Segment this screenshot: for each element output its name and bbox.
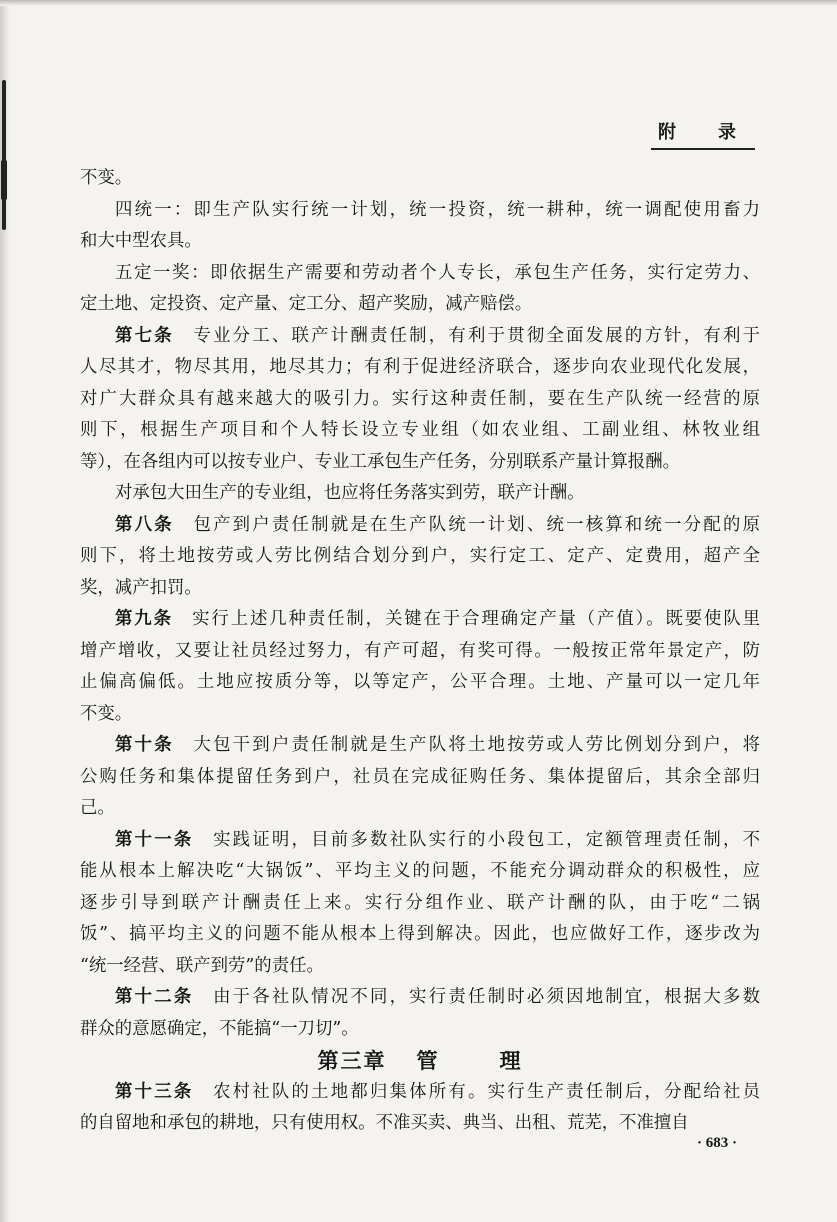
paragraph bbox=[80, 478, 760, 510]
paragraph bbox=[80, 195, 760, 258]
article-paragraph bbox=[80, 321, 760, 479]
article-number: 第十一条 bbox=[115, 829, 194, 850]
page-body bbox=[80, 163, 760, 1140]
line-text: 饭”、搞平均主义的问题不能从根本上得到解决。因此，也应做好工作，逐步改为 bbox=[80, 924, 760, 944]
text-line bbox=[80, 1014, 760, 1046]
binding-mark bbox=[1, 160, 7, 200]
line-text: 实行上述几种责任制，关键在于合理确定产量（产值）。既要使队里 bbox=[172, 609, 760, 629]
text-line bbox=[80, 478, 760, 510]
text-line bbox=[80, 541, 760, 573]
line-text: 则下，根据生产项目和个人特长设立专业组（如农业组、工副业组、林牧业组 bbox=[80, 420, 760, 440]
text-line bbox=[80, 825, 760, 857]
text-line bbox=[80, 163, 760, 195]
line-text: 等），在各组内可以按专业户、专业工承包生产任务，分别联系产量计算报酬。 bbox=[80, 451, 680, 472]
chapter-prefix: 第三章 bbox=[317, 1048, 387, 1073]
text-line bbox=[80, 604, 760, 636]
article-paragraph bbox=[80, 730, 760, 825]
text-line bbox=[80, 258, 760, 290]
text-line bbox=[80, 762, 760, 794]
line-text: 止偏高偏低。土地应按质分等，以等定产，公平合理。土地、产量可以一定几年 bbox=[80, 672, 760, 692]
line-text: 公购任务和集体提留任务到户，社员在完成征购任务、集体提留后，其余全部归 bbox=[80, 766, 760, 787]
line-text: 不变。 bbox=[80, 168, 133, 188]
text-before-chapter bbox=[80, 163, 760, 1045]
chapter-heading bbox=[80, 1045, 760, 1077]
line-text: 能从根本上解决吃“大锅饭”、平均主义的问题，不能充分调动群众的积极性，应 bbox=[80, 861, 760, 881]
line-text: 四统一：即生产队实行统一计划，统一投资，统一耕种，统一调配使用畜力 bbox=[115, 199, 760, 220]
running-header: 附 录 bbox=[651, 118, 755, 150]
text-line bbox=[80, 667, 760, 699]
text-line bbox=[80, 384, 760, 416]
text-line bbox=[80, 447, 760, 479]
article-number: 第十三条 bbox=[115, 1081, 194, 1102]
line-text: 逐步引导到联产计酬责任上来。实行分组作业、联产计酬的队，由于吃“二锅 bbox=[80, 892, 760, 913]
line-text: 农村社队的土地都归集体所有。实行生产责任制后，分配给社员 bbox=[193, 1081, 760, 1102]
text-line bbox=[80, 226, 760, 258]
text-line bbox=[80, 195, 760, 227]
line-text: “统一经营、联产到劳”的责任。 bbox=[80, 955, 324, 976]
line-text: 专业分工、联产计酬责任制，有利于贯彻全面发展的方针，有利于 bbox=[173, 325, 760, 346]
text-line bbox=[80, 510, 760, 542]
line-text: 定土地、定投资、定产量、定工分、超产奖励，减产赔偿。 bbox=[80, 294, 533, 314]
line-text: 大包干到户责任制就是生产队将土地按劳或人劳比例划分到户，将 bbox=[173, 735, 760, 755]
line-text: 增产增收，又要让社员经过努力，有产可超，有奖可得。一般按正常年景定产，防 bbox=[80, 640, 760, 661]
scan-edge-top bbox=[0, 0, 837, 6]
line-text: 的自留地和承包的耕地，只有使用权。不准买卖、典当、出租、荒芜，不准擅自 bbox=[80, 1113, 689, 1133]
article-number: 第九条 bbox=[115, 609, 173, 629]
text-line bbox=[80, 573, 760, 605]
article-paragraph bbox=[80, 604, 760, 730]
article-number: 第八条 bbox=[115, 514, 174, 535]
line-text: 群众的意愿确定，不能搞“一刀切”。 bbox=[80, 1018, 359, 1039]
article-number: 第十二条 bbox=[115, 987, 194, 1007]
line-text: 对广大群众具有越来越大的吸引力。实行这种责任制，要在生产队统一经营的原 bbox=[80, 388, 760, 409]
article-paragraph bbox=[80, 1077, 760, 1140]
text-line bbox=[80, 888, 760, 920]
line-text: 人尽其才，物尽其用，地尽其力；有利于促进经济联合，逐步向农业现代化发展， bbox=[80, 357, 760, 377]
text-line bbox=[80, 951, 760, 983]
line-text: 和大中型农具。 bbox=[80, 231, 202, 251]
paragraph bbox=[80, 163, 760, 195]
text-line bbox=[80, 730, 760, 762]
text-line bbox=[80, 919, 760, 951]
chapter-word-1: 管 bbox=[416, 1048, 440, 1073]
text-line bbox=[80, 415, 760, 447]
binding-mark bbox=[2, 80, 6, 230]
text-line bbox=[80, 321, 760, 353]
text-line bbox=[80, 289, 760, 321]
line-text: 己。 bbox=[80, 798, 115, 818]
text-line bbox=[80, 699, 760, 731]
page-number: · 683 · bbox=[696, 1135, 737, 1151]
line-text: 五定一奖：即依据生产需要和劳动者个人专长，承包生产任务，实行定劳力、 bbox=[115, 262, 760, 283]
line-text: 实践证明，目前多数社队实行的小段包工，定额管理责任制，不 bbox=[193, 829, 760, 850]
text-after-chapter bbox=[80, 1077, 760, 1140]
text-line bbox=[80, 856, 760, 888]
article-paragraph bbox=[80, 825, 760, 983]
line-text: 对承包大田生产的专业组，也应将任务落实到劳，联产计酬。 bbox=[115, 483, 585, 503]
chapter-word-2: 理 bbox=[499, 1048, 523, 1073]
paragraph bbox=[80, 258, 760, 321]
article-number: 第十条 bbox=[115, 735, 174, 755]
line-text: 包产到户责任制就是在生产队统一计划、统一核算和统一分配的原 bbox=[173, 514, 760, 535]
text-line bbox=[80, 636, 760, 668]
line-text: 由于各社队情况不同，实行责任制时必须因地制宜，根据大多数 bbox=[193, 987, 760, 1007]
text-line bbox=[80, 1108, 760, 1140]
article-paragraph bbox=[80, 982, 760, 1045]
text-line bbox=[80, 1077, 760, 1109]
article-paragraph bbox=[80, 510, 760, 605]
text-line bbox=[80, 982, 760, 1014]
text-line bbox=[80, 352, 760, 384]
line-text: 奖，减产扣罚。 bbox=[80, 577, 202, 598]
text-line bbox=[80, 793, 760, 825]
article-number: 第七条 bbox=[115, 325, 174, 346]
line-text: 则下，将土地按劳或人劳比例结合划分到户，实行定工、定产、定费用，超产全 bbox=[80, 546, 760, 566]
line-text: 不变。 bbox=[80, 703, 133, 724]
